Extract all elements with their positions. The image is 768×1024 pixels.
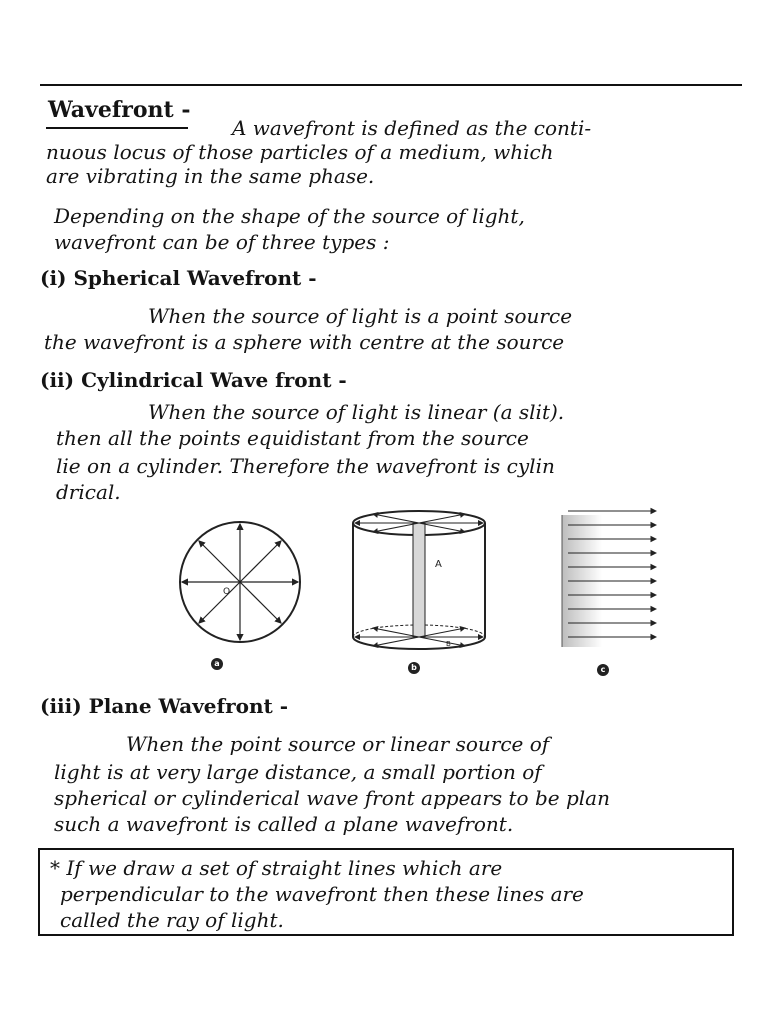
intro-line-3: are vibrating in the same phase. [46,164,375,188]
cylinder-axis [413,523,425,637]
plane-line-2: light is at very large distance, a small portion of [54,760,542,784]
cylindrical-line-1: When the source of light is linear (a slit). [148,400,565,424]
section-heading-plane: (iii) Plane Wavefront - [40,694,289,718]
cylindrical-line-4: drical. [56,480,121,504]
figure-label-b: b [408,662,420,674]
figure-label-c: c [597,664,609,676]
spherical-line-1: When the source of light is a point source [148,304,573,328]
cylindrical-wavefront-diagram [353,511,485,649]
spherical-wavefront-diagram [180,522,300,642]
plane-line-1: When the point source or linear source of [126,732,550,756]
types-intro-line-1: Depending on the shape of the source of light, [54,204,525,228]
title-underline [46,127,188,129]
section-heading-spherical: (i) Spherical Wavefront - [40,266,317,290]
page-title: Wavefront - [48,97,191,123]
cylindrical-line-3: lie on a cylinder. Therefore the wavefront is cylin [56,454,555,478]
spherical-line-2: the wavefront is a sphere with centre at the source [44,330,565,354]
plane-line-4: such a wavefront is called a plane wavefront. [54,812,514,836]
section-heading-cylindrical: (ii) Cylindrical Wave front - [40,368,347,392]
figure-label-a: a [211,658,223,670]
top-rule [40,84,742,86]
types-intro-line-2: wavefront can be of three types : [54,230,390,254]
intro-line-2: nuous locus of those particles of a medium, which [46,140,554,164]
note-line-2: perpendicular to the wavefront then these lines are [60,882,584,906]
cylinder-base-label: B [446,640,451,648]
plane-wavefront-diagram [562,511,656,647]
note-line-1: * If we draw a set of straight lines which are [50,856,503,880]
cylinder-axis-label: A [435,559,442,570]
note-line-3: called the ray of light. [60,908,284,932]
cylindrical-line-2: then all the points equidistant from the source [56,426,529,450]
intro-line-1: A wavefront is defined as the conti- [232,116,592,140]
sphere-center-label: O [223,587,231,597]
plane-line-3: spherical or cylinderical wave front appears to be plan [54,786,610,810]
wavefront-figure [170,505,670,680]
